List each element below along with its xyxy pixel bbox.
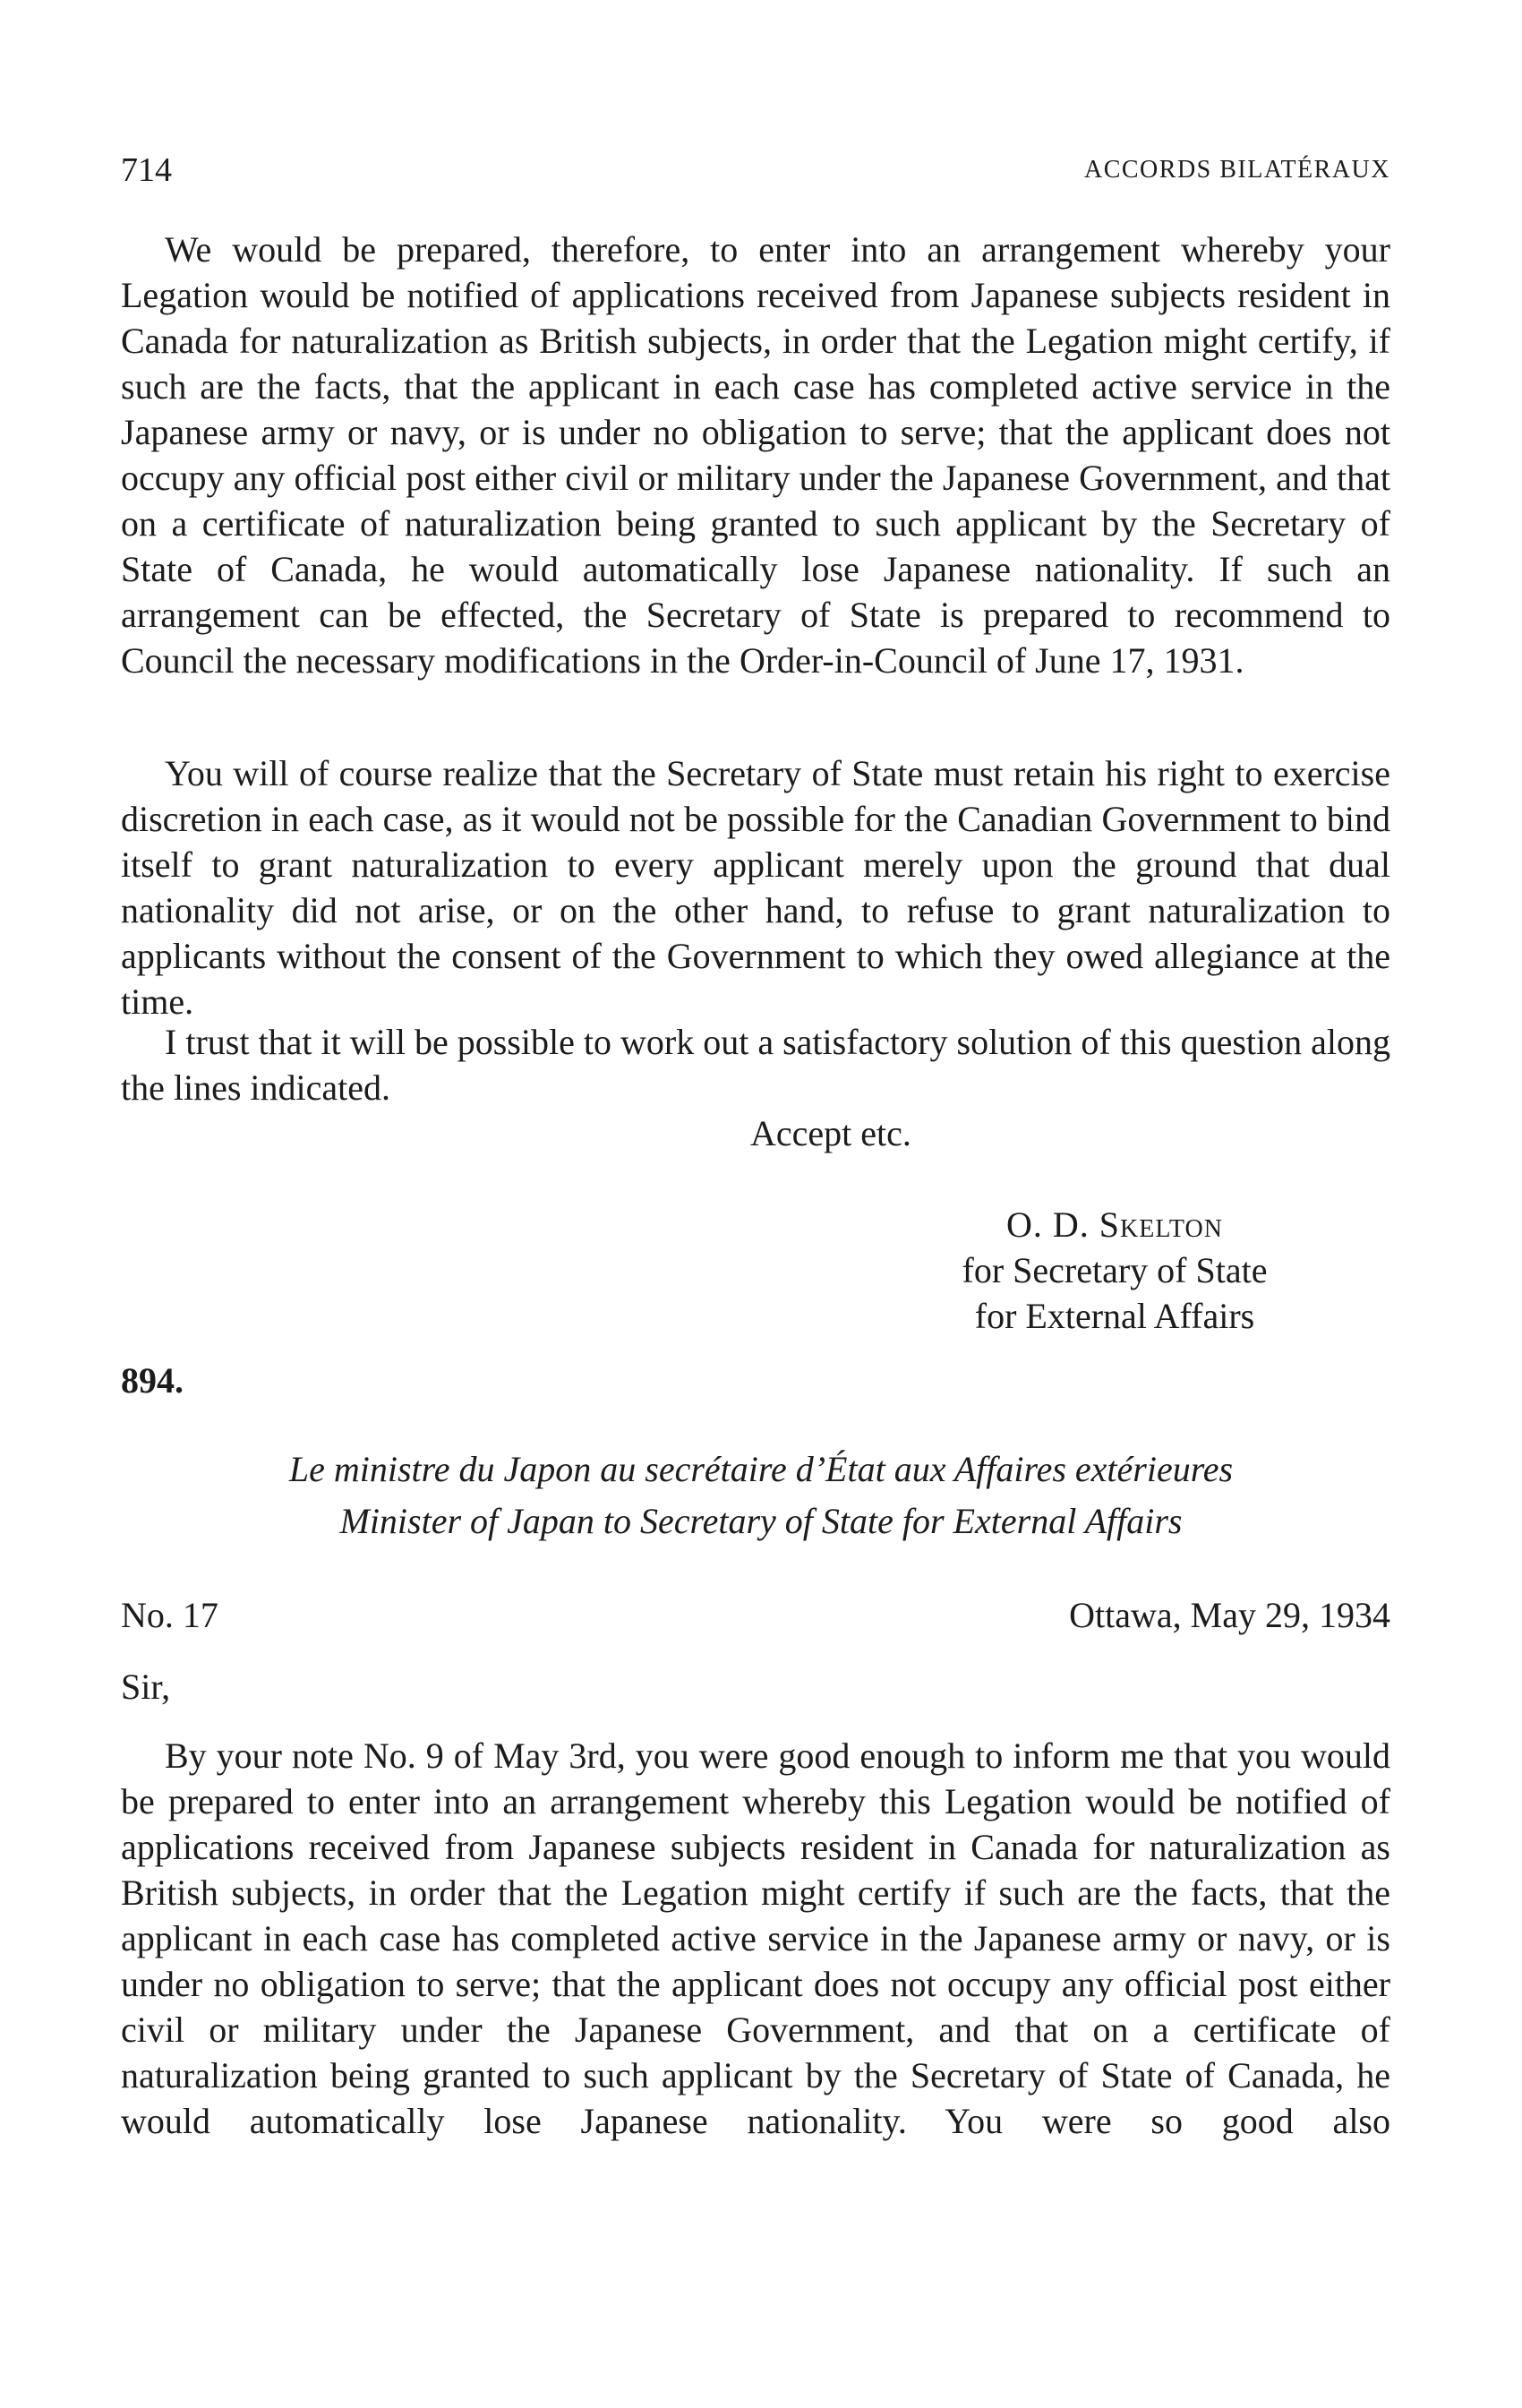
signatory-title-line-2: for External Affairs: [974, 1296, 1255, 1336]
document-title-english: Minister of Japan to Secretary of State for External Affairs: [339, 1501, 1183, 1541]
paragraph-text: You will of course realize that the Secretary of State must retain his right to exercise discretion in each case, as it would not be possible for the Canadian Government to bind itself to grant naturalization to every applicant merely upon the ground that dual nationality did not arise, or on the other hand, to refuse to grant naturalization to applicants without the consent of the Government to which they owed allegiance at the time.: [121, 753, 1390, 1022]
paragraph-arrangement: [121, 227, 1390, 683]
paragraph-text: We would be prepared, therefore, to enter into an arrangement whereby your Legation would be notified of applications received from Japanese subjects resident in Canada for naturalization as British subjects, in order that the Legation might certify, if such are the facts, that the applicant in each case has completed active service in the Japanese army or navy, or is under no obligation to serve; that the applicant does not occupy any official post either civil or military under the Japanese Government, and that on a certificate of naturalization being granted to such applicant by the Secretary of State of Canada, he would automatically lose Japanese nationality. If such an arrangement can be effected, the Secretary of State is prepared to recommend to Council the necessary modifications in the Order-in-Council of June 17, 1931.: [121, 229, 1390, 681]
paragraph-text: By your note No. 9 of May 3rd, you were good enough to inform me that you would be prepared to enter into an arrangement whereby this Legation would be notified of applications received from Japanese subjects resident in Canada for naturalization as British subjects, in order that the Legation might certify if such are the facts, that the applicant in each case has completed active service in the Japanese army or navy, or is under no obligation to serve; that the applicant does not occupy any official post either civil or military under the Japanese Government, and that on a certificate of naturalization being granted to such applicant by the Secretary of State of Canada, he would automatically lose Japanese nationality. You were so good also: [121, 1735, 1390, 2141]
reference-number: No. 17: [121, 1595, 218, 1635]
salutation: Sir,: [121, 1667, 171, 1707]
page-header: [0, 150, 1522, 195]
running-head: ACCORDS BILATÉRAUX: [1083, 156, 1390, 184]
accept-line: Accept etc.: [750, 1113, 911, 1153]
document-number: 894.: [121, 1360, 184, 1401]
paragraph-reply: [121, 1733, 1390, 2144]
signatory-title-line-1: for Secretary of State: [962, 1250, 1268, 1290]
page-number: 714: [121, 151, 172, 189]
signature-block: [927, 1202, 1303, 1339]
place-and-date: Ottawa, May 29, 1934: [1069, 1595, 1390, 1635]
signatory-name: O. D. Skelton: [1006, 1204, 1223, 1245]
paragraph-text: I trust that it will be possible to work out a satisfactory solution of this question along the lines indicated.: [121, 1022, 1390, 1108]
document-title-french: Le ministre du Japon au secrétaire d’État aux Affaires extérieures: [288, 1449, 1234, 1489]
paragraph-discretion: [121, 750, 1390, 1024]
paragraph-trust: [121, 1019, 1390, 1110]
